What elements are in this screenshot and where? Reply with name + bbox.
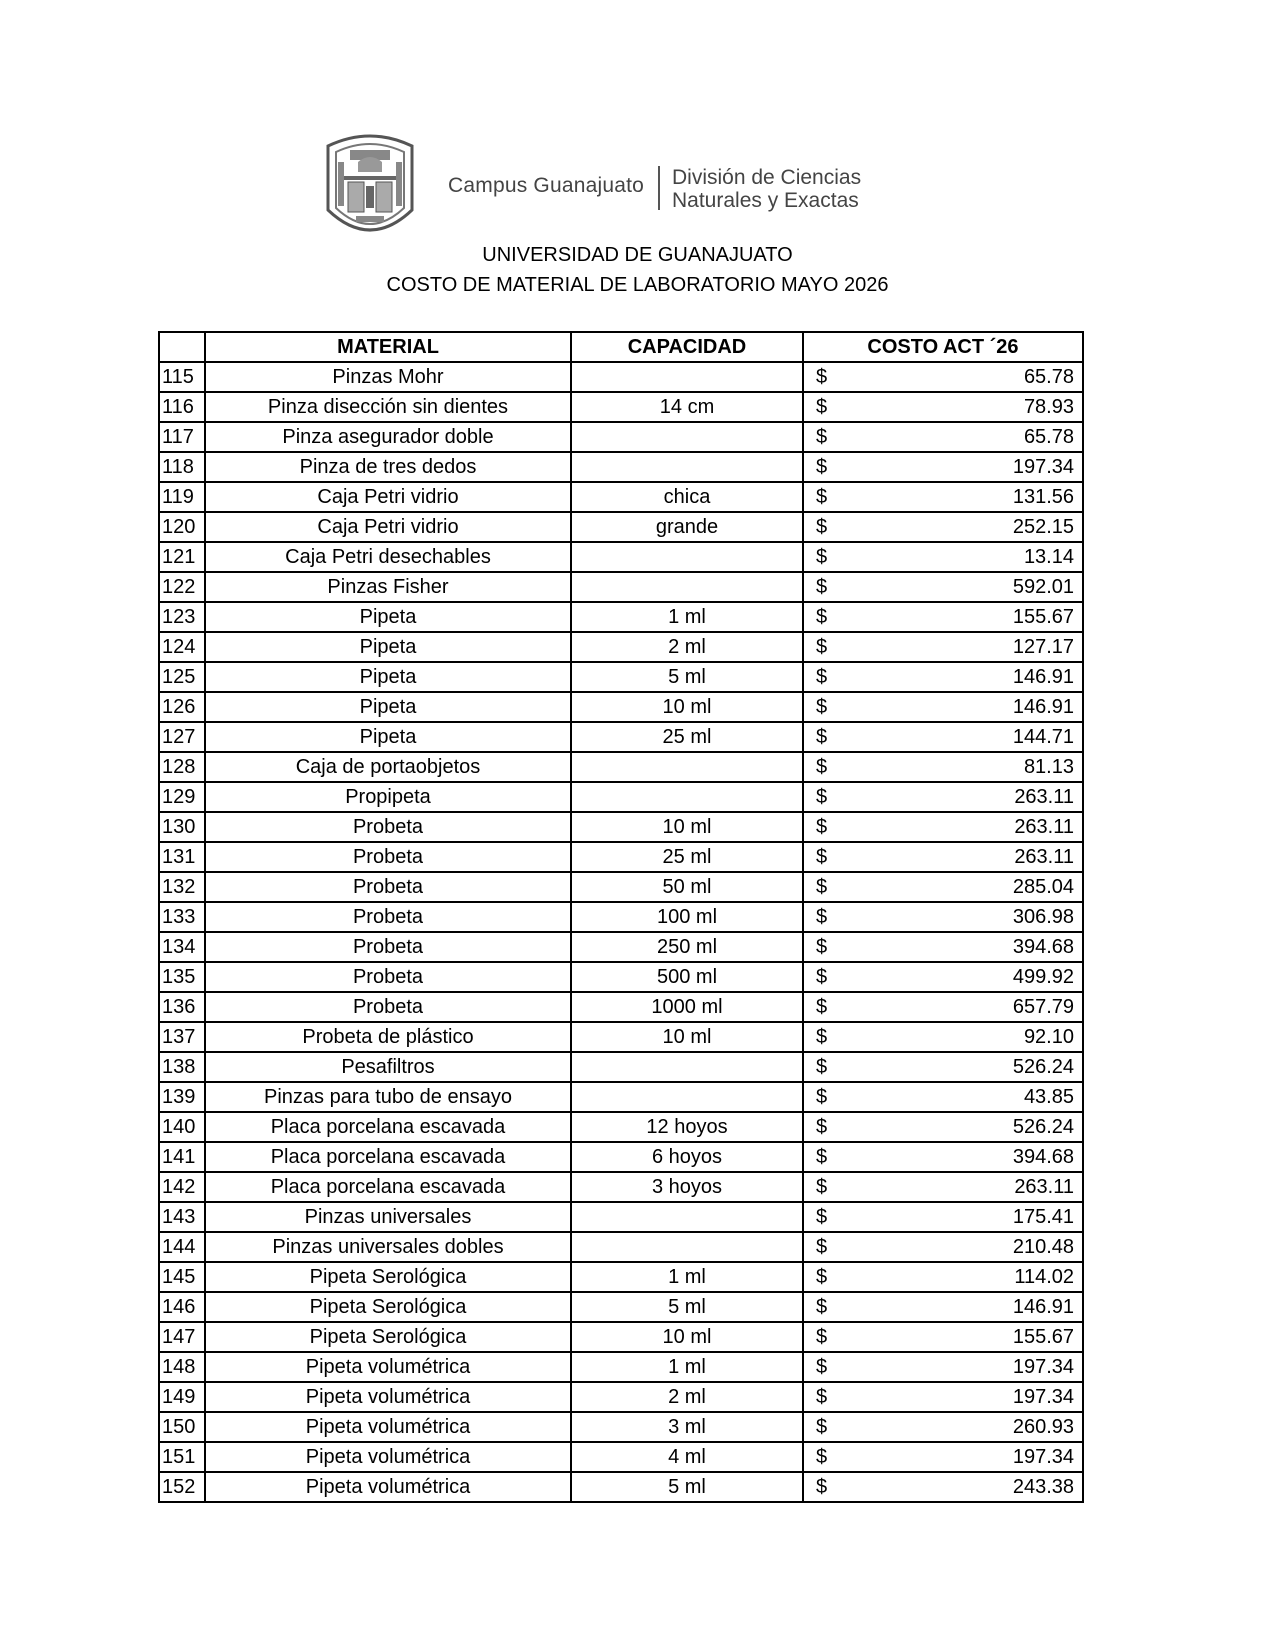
table-row [159,962,1083,992]
table-row [159,842,1083,872]
row-material: Pinzas Mohr [205,362,571,392]
row-cost [803,1202,1083,1232]
row-material: Pipeta [205,662,571,692]
cost-value: 197.34 [1012,1446,1074,1468]
row-capacity: 500 ml [571,962,803,992]
document-title: UNIVERSIDAD DE GUANAJUATO [482,244,793,266]
row-cost [803,602,1083,632]
row-cost [803,932,1083,962]
table-row [159,752,1083,782]
currency-symbol: $ [816,576,828,598]
table-row [159,1172,1083,1202]
table-row [159,1442,1083,1472]
division-line-2: Naturales y Exactas [672,189,859,212]
row-material: Pipeta Serológica [205,1322,571,1352]
table-row [159,1142,1083,1172]
currency-symbol: $ [816,636,828,658]
table-row [159,1262,1083,1292]
row-capacity: 2 ml [571,632,803,662]
table-row [159,782,1083,812]
table-row [159,1472,1083,1502]
row-capacity: 5 ml [571,1472,803,1502]
row-cost [803,482,1083,512]
currency-symbol: $ [816,1416,828,1438]
row-material: Pinzas para tubo de ensayo [205,1082,571,1112]
cost-value: 394.68 [1012,1146,1074,1168]
table-row [159,1232,1083,1262]
row-number: 145 [159,1262,205,1292]
row-number: 120 [159,512,205,542]
row-cost [803,452,1083,482]
row-capacity [571,1232,803,1262]
row-capacity: grande [571,512,803,542]
row-material: Pinzas Fisher [205,572,571,602]
row-capacity: 10 ml [571,1322,803,1352]
row-capacity: 12 hoyos [571,1112,803,1142]
cost-value: 657.79 [1012,996,1074,1018]
division-name [672,166,861,212]
row-number: 130 [159,812,205,842]
cost-value: 13.14 [1023,546,1074,568]
cost-value: 43.85 [1023,1086,1074,1108]
header-capacity: CAPACIDAD [571,332,803,362]
row-cost [803,692,1083,722]
row-capacity [571,542,803,572]
row-number: 115 [159,362,205,392]
table-row [159,362,1083,392]
row-number: 152 [159,1472,205,1502]
row-capacity: 4 ml [571,1442,803,1472]
row-cost [803,902,1083,932]
table-row [159,1322,1083,1352]
row-cost [803,752,1083,782]
row-capacity: 3 hoyos [571,1172,803,1202]
cost-value: 197.34 [1012,1356,1074,1378]
row-material: Probeta [205,962,571,992]
row-material: Caja de portaobjetos [205,752,571,782]
cost-value: 306.98 [1012,906,1074,928]
row-cost [803,632,1083,662]
cost-value: 499.92 [1012,966,1074,988]
currency-symbol: $ [816,966,828,988]
row-capacity: 1 ml [571,602,803,632]
cost-value: 65.78 [1023,366,1074,388]
header-material: MATERIAL [205,332,571,362]
currency-symbol: $ [816,426,828,448]
table-row [159,452,1083,482]
row-material: Pipeta Serológica [205,1262,571,1292]
row-number: 144 [159,1232,205,1262]
table-row [159,422,1083,452]
row-capacity: 5 ml [571,662,803,692]
cost-value: 197.34 [1012,456,1074,478]
cost-value: 526.24 [1012,1116,1074,1138]
row-cost [803,1112,1083,1142]
table-row [159,1052,1083,1082]
row-number: 136 [159,992,205,1022]
row-cost [803,1262,1083,1292]
row-material: Probeta [205,872,571,902]
currency-symbol: $ [816,396,828,418]
row-capacity: 6 hoyos [571,1142,803,1172]
cost-value: 78.93 [1023,396,1074,418]
row-cost [803,392,1083,422]
row-number: 142 [159,1172,205,1202]
row-material: Caja Petri desechables [205,542,571,572]
currency-symbol: $ [816,606,828,628]
table-row [159,572,1083,602]
cost-value: 263.11 [1014,1176,1074,1198]
cost-value: 252.15 [1012,516,1074,538]
row-capacity [571,1202,803,1232]
row-cost [803,542,1083,572]
row-cost [803,1352,1083,1382]
row-capacity [571,422,803,452]
table-row [159,722,1083,752]
cost-value: 81.13 [1023,756,1074,778]
row-capacity [571,752,803,782]
table-row [159,1412,1083,1442]
currency-symbol: $ [816,366,828,388]
row-material: Pinza de tres dedos [205,452,571,482]
cost-value: 146.91 [1012,666,1074,688]
row-capacity: 10 ml [571,692,803,722]
row-number: 127 [159,722,205,752]
row-material: Caja Petri vidrio [205,482,571,512]
header-divider [658,166,660,210]
row-number: 138 [159,1052,205,1082]
currency-symbol: $ [816,1386,828,1408]
row-number: 146 [159,1292,205,1322]
cost-table [158,331,1084,1503]
row-capacity: 1000 ml [571,992,803,1022]
row-cost [803,572,1083,602]
row-material: Probeta [205,842,571,872]
row-number: 139 [159,1082,205,1112]
currency-symbol: $ [816,1266,828,1288]
cost-value: 144.71 [1012,726,1074,748]
row-capacity [571,452,803,482]
row-capacity: 1 ml [571,1262,803,1292]
currency-symbol: $ [816,786,828,808]
row-capacity [571,782,803,812]
row-capacity: 5 ml [571,1292,803,1322]
row-number: 150 [159,1412,205,1442]
row-material: Pipeta volumétrica [205,1412,571,1442]
cost-value: 146.91 [1012,1296,1074,1318]
table-row [159,812,1083,842]
cost-value: 155.67 [1012,1326,1074,1348]
row-material: Propipeta [205,782,571,812]
row-capacity: 25 ml [571,722,803,752]
row-number: 124 [159,632,205,662]
row-number: 128 [159,752,205,782]
university-seal-icon [320,132,420,244]
row-cost [803,992,1083,1022]
table-row [159,1292,1083,1322]
cost-value: 592.01 [1012,576,1074,598]
campus-name: Campus Guanajuato [448,174,645,197]
table-row [159,392,1083,422]
row-material: Pipeta volumétrica [205,1442,571,1472]
row-material: Pipeta volumétrica [205,1352,571,1382]
currency-symbol: $ [816,1296,828,1318]
row-number: 134 [159,932,205,962]
row-number: 126 [159,692,205,722]
row-cost [803,842,1083,872]
table-body [159,362,1083,1502]
cost-value: 263.11 [1014,786,1074,808]
row-material: Placa porcelana escavada [205,1172,571,1202]
row-number: 129 [159,782,205,812]
cost-value: 526.24 [1012,1056,1074,1078]
table-row [159,542,1083,572]
row-number: 135 [159,962,205,992]
table-row [159,932,1083,962]
row-number: 151 [159,1442,205,1472]
currency-symbol: $ [816,1056,828,1078]
row-material: Probeta [205,932,571,962]
row-cost [803,1082,1083,1112]
row-capacity: chica [571,482,803,512]
cost-value: 175.41 [1012,1206,1074,1228]
row-cost [803,722,1083,752]
row-number: 147 [159,1322,205,1352]
currency-symbol: $ [816,996,828,1018]
currency-symbol: $ [816,1116,828,1138]
row-material: Probeta [205,992,571,1022]
currency-symbol: $ [816,726,828,748]
cost-value: 65.78 [1023,426,1074,448]
cost-value: 394.68 [1012,936,1074,958]
row-number: 121 [159,542,205,572]
row-number: 148 [159,1352,205,1382]
row-number: 141 [159,1142,205,1172]
table-row [159,632,1083,662]
row-cost [803,512,1083,542]
row-capacity: 14 cm [571,392,803,422]
header-number [159,332,205,362]
row-material: Caja Petri vidrio [205,512,571,542]
row-capacity [571,362,803,392]
row-material: Placa porcelana escavada [205,1112,571,1142]
row-material: Pinzas universales [205,1202,571,1232]
row-capacity [571,1082,803,1112]
currency-symbol: $ [816,936,828,958]
currency-symbol: $ [816,456,828,478]
currency-symbol: $ [816,696,828,718]
row-number: 140 [159,1112,205,1142]
document-subtitle: COSTO DE MATERIAL DE LABORATORIO MAYO 2026 [386,274,889,296]
row-capacity: 100 ml [571,902,803,932]
currency-symbol: $ [816,666,828,688]
row-material: Probeta [205,812,571,842]
row-material: Pinza asegurador doble [205,422,571,452]
row-capacity: 3 ml [571,1412,803,1442]
row-number: 118 [159,452,205,482]
row-capacity: 10 ml [571,1022,803,1052]
row-cost [803,422,1083,452]
row-material: Probeta de plástico [205,1022,571,1052]
table-row [159,662,1083,692]
currency-symbol: $ [816,1146,828,1168]
row-material: Pesafiltros [205,1052,571,1082]
row-capacity: 25 ml [571,842,803,872]
currency-symbol: $ [816,1176,828,1198]
row-cost [803,1022,1083,1052]
row-capacity: 2 ml [571,1382,803,1412]
row-number: 133 [159,902,205,932]
row-material: Pipeta [205,602,571,632]
row-number: 131 [159,842,205,872]
table-row [159,602,1083,632]
table-row [159,1082,1083,1112]
currency-symbol: $ [816,876,828,898]
row-cost [803,1442,1083,1472]
row-material: Pipeta volumétrica [205,1472,571,1502]
row-number: 122 [159,572,205,602]
row-cost [803,1142,1083,1172]
table-row [159,1352,1083,1382]
row-material: Placa porcelana escavada [205,1142,571,1172]
table-row [159,482,1083,512]
row-cost [803,872,1083,902]
cost-value: 131.56 [1012,486,1074,508]
row-material: Pipeta Serológica [205,1292,571,1322]
row-material: Pinza disección sin dientes [205,392,571,422]
currency-symbol: $ [816,1236,828,1258]
row-capacity [571,1052,803,1082]
row-cost [803,782,1083,812]
document-header [320,128,880,248]
row-capacity: 10 ml [571,812,803,842]
cost-value: 127.17 [1012,636,1074,658]
row-cost [803,1052,1083,1082]
currency-symbol: $ [816,1476,828,1498]
currency-symbol: $ [816,1446,828,1468]
table-row [159,1382,1083,1412]
row-material: Pipeta volumétrica [205,1382,571,1412]
row-capacity: 250 ml [571,932,803,962]
row-cost [803,1412,1083,1442]
cost-value: 197.34 [1012,1386,1074,1408]
cost-value: 285.04 [1012,876,1074,898]
row-cost [803,962,1083,992]
row-cost [803,662,1083,692]
cost-value: 210.48 [1012,1236,1074,1258]
row-cost [803,1472,1083,1502]
cost-value: 92.10 [1023,1026,1074,1048]
row-cost [803,1172,1083,1202]
cost-value: 114.02 [1014,1266,1074,1288]
row-material: Pipeta [205,722,571,752]
row-material: Pipeta [205,632,571,662]
currency-symbol: $ [816,846,828,868]
table-row [159,512,1083,542]
cost-value: 243.38 [1012,1476,1074,1498]
currency-symbol: $ [816,1206,828,1228]
cost-value: 146.91 [1012,696,1074,718]
row-material: Probeta [205,902,571,932]
table-row [159,902,1083,932]
table-header-row [159,332,1083,362]
row-number: 116 [159,392,205,422]
currency-symbol: $ [816,546,828,568]
currency-symbol: $ [816,516,828,538]
table-row [159,1202,1083,1232]
currency-symbol: $ [816,1356,828,1378]
table-row [159,872,1083,902]
currency-symbol: $ [816,756,828,778]
currency-symbol: $ [816,906,828,928]
cost-value: 260.93 [1012,1416,1074,1438]
row-material: Pinzas universales dobles [205,1232,571,1262]
currency-symbol: $ [816,486,828,508]
currency-symbol: $ [816,816,828,838]
row-number: 125 [159,662,205,692]
row-cost [803,812,1083,842]
row-cost [803,362,1083,392]
row-number: 119 [159,482,205,512]
cost-value: 263.11 [1014,846,1074,868]
row-number: 137 [159,1022,205,1052]
cost-value: 263.11 [1014,816,1074,838]
row-cost [803,1322,1083,1352]
table-row [159,1022,1083,1052]
row-capacity: 1 ml [571,1352,803,1382]
row-cost [803,1232,1083,1262]
table-row [159,692,1083,722]
currency-symbol: $ [816,1086,828,1108]
row-capacity: 50 ml [571,872,803,902]
currency-symbol: $ [816,1326,828,1348]
row-material: Pipeta [205,692,571,722]
row-cost [803,1382,1083,1412]
row-number: 117 [159,422,205,452]
cost-value: 155.67 [1012,606,1074,628]
header-cost: COSTO ACT ´26 [803,332,1083,362]
table-row [159,992,1083,1022]
row-number: 123 [159,602,205,632]
table-row [159,1112,1083,1142]
division-line-1: División de Ciencias [672,166,862,189]
row-cost [803,1292,1083,1322]
row-number: 132 [159,872,205,902]
currency-symbol: $ [816,1026,828,1048]
row-number: 143 [159,1202,205,1232]
row-capacity [571,572,803,602]
row-number: 149 [159,1382,205,1412]
